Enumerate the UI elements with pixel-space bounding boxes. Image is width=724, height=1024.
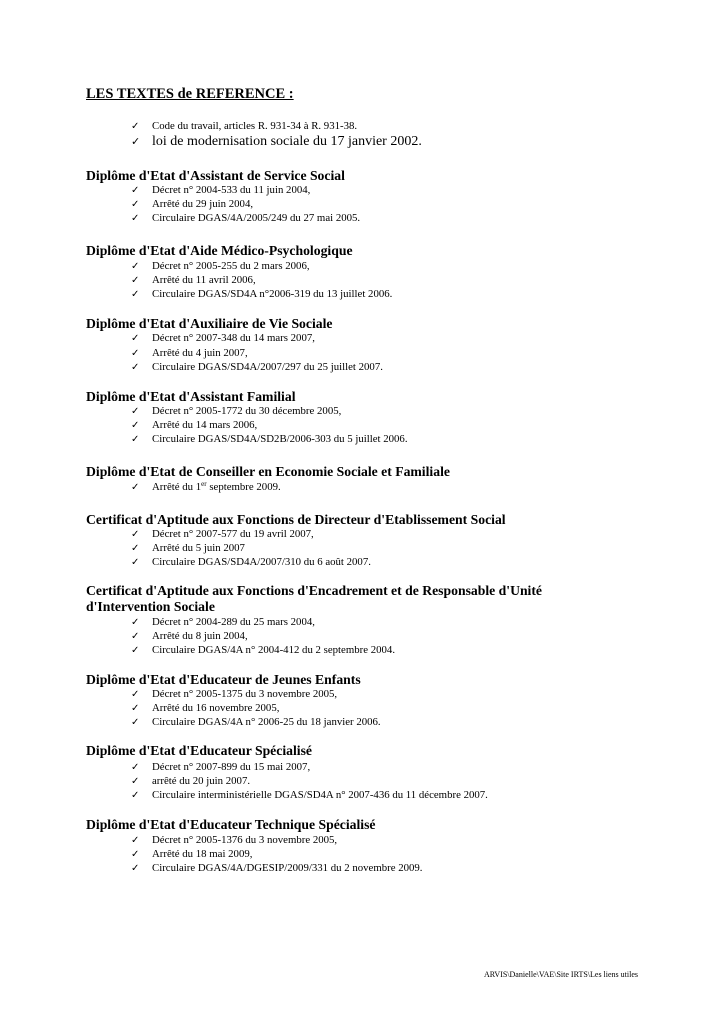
checkmark-icon: ✓ <box>131 275 140 286</box>
list-item-text: Décret n° 2004-289 du 25 mars 2004, <box>152 616 315 628</box>
section-heading: Diplôme d'Etat d'Assistant de Service Social <box>86 168 345 183</box>
list-item <box>131 331 315 345</box>
list-item-text: Décret n° 2005-255 du 2 mars 2006, <box>152 260 310 272</box>
list-item <box>131 541 245 555</box>
list-item <box>131 273 256 287</box>
page-footer: ARVIS\Danielle\VAE\Site IRTS\Les liens utiles <box>483 970 638 979</box>
list-item <box>131 629 248 643</box>
list-item-text: Arrêté du 16 novembre 2005, <box>152 702 280 714</box>
list-item <box>131 134 422 150</box>
checkmark-icon: ✓ <box>131 835 140 846</box>
checkmark-icon: ✓ <box>131 762 140 773</box>
section-heading: Diplôme d'Etat d'Assistant Familial <box>86 389 296 404</box>
list-item-text: Arrêté du 18 mai 2009, <box>152 848 253 860</box>
checkmark-icon: ✓ <box>131 529 140 540</box>
checkmark-icon: ✓ <box>131 645 140 656</box>
section-heading: Diplôme d'Etat d'Educateur Spécialisé <box>86 743 312 758</box>
list-item <box>131 687 337 701</box>
list-item <box>131 432 408 446</box>
list-item <box>131 861 423 875</box>
list-item <box>131 418 257 432</box>
checkmark-icon: ✓ <box>131 348 140 359</box>
list-item <box>131 183 310 197</box>
checkmark-icon: ✓ <box>131 631 140 642</box>
list-item <box>131 833 337 847</box>
checkmark-icon: ✓ <box>131 776 140 787</box>
list-item-text: Arrêté du 14 mars 2006, <box>152 419 258 431</box>
checkmark-icon: ✓ <box>131 790 140 801</box>
list-item-text: Décret n° 2005-1772 du 30 décembre 2005, <box>152 405 342 417</box>
list-item-text: Arrêté du 1er septembre 2009. <box>152 480 281 493</box>
checkmark-icon: ✓ <box>131 557 140 568</box>
list-item-text: Décret n° 2007-899 du 15 mai 2007, <box>152 761 311 773</box>
list-item <box>131 119 357 133</box>
list-item-text: Circulaire DGAS/4A n° 2006-25 du 18 janvier 2006. <box>152 716 381 728</box>
checkmark-icon: ✓ <box>131 849 140 860</box>
checkmark-icon: ✓ <box>131 261 140 272</box>
list-item-text: Décret n° 2005-1375 du 3 novembre 2005, <box>152 688 338 700</box>
list-item <box>131 615 315 629</box>
section-heading: Certificat d'Aptitude aux Fonctions d'Encadrement et de Responsable d'Unité d'Intervention Sociale <box>86 583 542 614</box>
list-item-text: Circulaire DGAS/SD4A/2007/297 du 25 juillet 2007. <box>152 361 383 373</box>
list-item <box>131 643 395 657</box>
list-item-text: Code du travail, articles R. 931-34 à R. 931-38. <box>152 120 358 132</box>
list-item-text: Arrêté du 8 juin 2004, <box>152 630 248 642</box>
list-item-text: Circulaire DGAS/4A/2005/249 du 27 mai 2005. <box>152 212 361 224</box>
checkmark-icon: ✓ <box>131 362 140 373</box>
checkmark-icon: ✓ <box>131 135 141 148</box>
checkmark-icon: ✓ <box>131 863 140 874</box>
list-item <box>131 715 381 729</box>
checkmark-icon: ✓ <box>131 434 140 445</box>
checkmark-icon: ✓ <box>131 213 140 224</box>
list-item <box>131 760 310 774</box>
section-heading: Certificat d'Aptitude aux Fonctions de Directeur d'Etablissement Social <box>86 512 506 527</box>
list-item-text: Arrêté du 5 juin 2007 <box>152 542 245 554</box>
list-item <box>131 701 279 715</box>
list-item-text: Circulaire DGAS/4A/DGESIP/2009/331 du 2 novembre 2009. <box>152 862 423 874</box>
list-item-text: Arrêté du 4 juin 2007, <box>152 347 248 359</box>
section-heading: Diplôme d'Etat d'Educateur Technique Spécialisé <box>86 817 376 832</box>
list-item <box>131 211 360 225</box>
checkmark-icon: ✓ <box>131 406 140 417</box>
list-item <box>131 774 250 788</box>
list-item <box>131 197 253 211</box>
list-item-text: Décret n° 2007-348 du 14 mars 2007, <box>152 332 315 344</box>
section-heading: Diplôme d'Etat d'Educateur de Jeunes Enfants <box>86 672 361 687</box>
list-item-text: Décret n° 2005-1376 du 3 novembre 2005, <box>152 834 338 846</box>
list-item <box>131 259 310 273</box>
checkmark-icon: ✓ <box>131 121 140 132</box>
list-item-text: Décret n° 2004-533 du 11 juin 2004, <box>152 184 311 196</box>
list-item <box>131 527 314 541</box>
list-item-text: loi de modernisation sociale du 17 janvier 2002. <box>152 134 422 149</box>
checkmark-icon: ✓ <box>131 420 140 431</box>
section-heading: Diplôme d'Etat d'Auxiliaire de Vie Sociale <box>86 316 333 331</box>
list-item <box>131 480 281 494</box>
checkmark-icon: ✓ <box>131 482 140 493</box>
list-item <box>131 847 252 861</box>
list-item <box>131 788 488 802</box>
checkmark-icon: ✓ <box>131 703 140 714</box>
list-item-text: Circulaire interministérielle DGAS/SD4A n° 2007-436 du 11 décembre 2007. <box>152 789 488 801</box>
checkmark-icon: ✓ <box>131 543 140 554</box>
section-heading: Diplôme d'Etat de Conseiller en Economie Sociale et Familiale <box>86 464 450 479</box>
list-item-text: arrêté du 20 juin 2007. <box>152 775 251 787</box>
page-title: LES TEXTES de REFERENCE : <box>86 86 294 102</box>
checkmark-icon: ✓ <box>131 717 140 728</box>
checkmark-icon: ✓ <box>131 617 140 628</box>
list-item-text: Circulaire DGAS/SD4A/2007/310 du 6 août 2007. <box>152 556 371 568</box>
list-item <box>131 346 248 360</box>
list-item <box>131 287 392 301</box>
checkmark-icon: ✓ <box>131 199 140 210</box>
section-heading: Diplôme d'Etat d'Aide Médico-Psychologique <box>86 243 353 258</box>
list-item-text: Circulaire DGAS/SD4A/SD2B/2006-303 du 5 juillet 2006. <box>152 433 408 445</box>
list-item-text: Décret n° 2007-577 du 19 avril 2007, <box>152 528 314 540</box>
list-item <box>131 555 371 569</box>
checkmark-icon: ✓ <box>131 289 140 300</box>
checkmark-icon: ✓ <box>131 185 140 196</box>
checkmark-icon: ✓ <box>131 689 140 700</box>
checkmark-icon: ✓ <box>131 333 140 344</box>
list-item <box>131 404 341 418</box>
list-item <box>131 360 383 374</box>
list-item-text: Arrêté du 11 avril 2006, <box>152 274 256 286</box>
list-item-text: Arrêté du 29 juin 2004, <box>152 198 254 210</box>
list-item-text: Circulaire DGAS/SD4A n°2006-319 du 13 juillet 2006. <box>152 288 393 300</box>
list-item-text: Circulaire DGAS/4A n° 2004-412 du 2 septembre 2004. <box>152 644 396 656</box>
